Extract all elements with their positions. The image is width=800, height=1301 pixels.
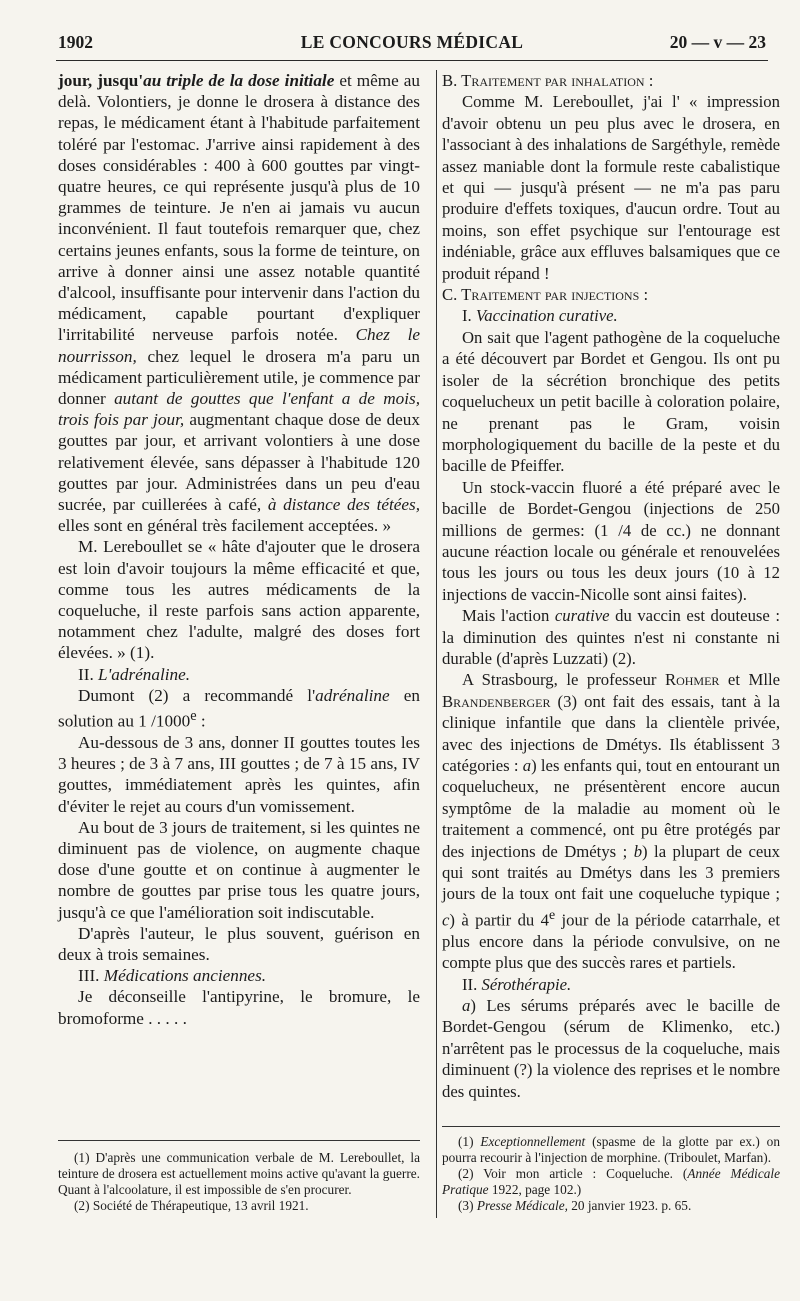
section-heading-old-medications: III. Médications anciennes. — [78, 966, 267, 986]
header-rule — [56, 60, 768, 61]
footnote-right-2: (2) Voir mon article : Coqueluche. (Année Médicale Pratique 1922, page 102.) — [442, 1166, 781, 1197]
paragraph-sargethyle: Comme M. Lereboullet, j'ai l' « impression d'avoir obtenu un peu plus avec le drosera, en l'associant à des inhalations de Sargéthyle, remède assez maniable dont la formule reste cabalistique et qui — jusqu'à présent — ne m'a pas paru produire d'effets toxiques, d'aucun ordre. Tout au moins, son effet psychique sur l'entourage est indéniable, grâce aux effluves balsamiques que ce produit répand ! — [442, 92, 780, 283]
right-footnotes — [442, 1134, 780, 1214]
paragraph-drosera-dosage: jour, jusqu'au triple de la dose initiale et même au delà. Volontiers, je donne le drosera à distance des repas, le médicament étant à l'habitude parfaitement toléré par l'estomac. J'arrive ainsi rapidement à des doses considérables : 400 à 600 gouttes par vingt-quatre heures, ce qui représente jusqu'à plus de 10 grammes de teinture. Je n'en ai jamais vu aucun inconvénient. Il faut toutefois remarquer que, chez certains jeunes enfants, sous la forme de teinture, on arrive à donner ainsi une assez notable quantité d'alcool, insuffisante pour intervenir dans l'action du médicament, capable pourtant d'expliquer l'irritabilité nerveuse parfois notée. Chez le nourrisson, chez lequel le drosera m'a paru un médicament particulièrement utile, je commence par donner autant de gouttes que l'enfant a de mois, trois fois par jour, augmentant chaque dose de deux gouttes par jour, et arrivant volontiers à une dose relativement élevée, sans dépasser à l'habitude 120 gouttes par jour. Administrées dans un peu d'eau sucrée, par cuillerées à café, à distance des tétées, elles sont en général très facilement acceptées. » — [58, 71, 421, 536]
right-column — [442, 70, 780, 1102]
left-footnote-rule — [58, 1140, 420, 1141]
paragraph-lereboullet: M. Lereboullet se « hâte d'ajouter que le drosera est loin d'avoir toujours la même efficacité et que, comme tous les autres médicaments de la coqueluche, il reste parfois sans action apparente, notamment chez l'adulte, malgré des doses fort élevées. » (1). — [58, 537, 420, 663]
right-footnote-rule — [442, 1126, 780, 1127]
footnote-right-1: (1) Exceptionnellement (spasme de la glotte par ex.) on pourra recourir à l'injection de morphine. (Triboulet, Marfan). — [442, 1134, 780, 1165]
paragraph-pathogen: On sait que l'agent pathogène de la coqueluche a été découvert par Bordet et Gengou. Ils ont pu isoler de la sécrétion bronchique des petits coquelucheux un petit bacille à coloration polaire, ne prenant pas le Gram, voisin morphologiquement du bacille de la peste et du bacille de Pfeiffer. — [442, 327, 780, 476]
journal-title: LE CONCOURS MÉDICAL — [300, 32, 524, 52]
paragraph-stock-vaccine: Un stock-vaccin fluoré a été préparé avec le bacille de Bordet-Gengou (injections de 250 millions de germes: (1 /4 de cc.) ne donnant aucune réaction locale ou générale et renouvelées tous les jours ou tous les deux jours (10 à 12 injections de vaccin-Nicolle sont ainsi faites). — [442, 477, 780, 604]
column-divider — [436, 70, 437, 1218]
paragraph-dumont: Dumont (2) a recommandé l'adrénaline en solution au 1 /1000e : — [58, 685, 420, 731]
issue-date: 20 — v — 23 — [669, 32, 766, 52]
page-header — [58, 32, 766, 56]
paragraph-serums: a) Les sérums préparés avec le bacille de Bordet-Gengou (sérum de Klimenko, etc.) n'arrêtent pas le processus de la coqueluche, mais diminuent (?) la violence des reprises et le nombre des quintes. — [442, 996, 780, 1101]
paragraph-strasbourg: A Strasbourg, le professeur Rohmer et Mlle Brandenberger (3) ont fait des essais, tant à la clinique infantile que dans la clientèle privée, avec des injections de Dmétys. Ils établissent 3 catégories : a) les enfants qui, tout en entourant un coquelucheux, ne présentèrent encore aucun symptôme de la maladie au moment où le traitement a commencé, ont pu être protégés par des injections de Dmétys ; b) la plupart de ceux qui sont traités au Dmétys dans les 3 premiers jours de la toux ont fait une coqueluche typique ; c) à partir du 4e jour de la période catarrhale, et plus encore dans la période convulsive, on ne compte plus que des succès rares et partiels. — [442, 670, 781, 973]
section-heading-serotherapy: II. Sérothérapie. — [462, 974, 572, 994]
footnote-1: (1) D'après une communication verbale de M. Lereboullet, la teinture de drosera est actuellement moins active qu'avant la guerre. Quant à l'alcoolature, il est impossible de s'en procurer. — [58, 1150, 420, 1197]
paragraph-advice: Je déconseille l'antipyrine, le bromure, le bromoforme . . . . . — [58, 987, 420, 1028]
section-heading-injections: C. Traitement par injections : — [442, 285, 649, 305]
section-heading-inhalation: B. Traitement par inhalation : — [442, 71, 654, 90]
paragraph-author-result: D'après l'auteur, le plus souvent, guérison en deux à trois semaines. — [58, 923, 420, 965]
left-column — [58, 70, 420, 1029]
footnote-2: (2) Société de Thérapeutique, 13 avril 1921. — [74, 1198, 309, 1213]
footnote-right-3: (3) Presse Médicale, 20 janvier 1923. p. 65. — [458, 1198, 692, 1213]
paragraph-dosage-by-age: Au-dessous de 3 ans, donner II gouttes toutes les 3 heures ; de 3 à 7 ans, III gouttes ; de 7 à 15 ans, IV gouttes, immédiatement après les quintes, afin d'éviter le rejet au cours d'un vomissement. — [58, 733, 420, 816]
page-number: 1902 — [58, 32, 93, 52]
paragraph-curative-action: Mais l'action curative du vaccin est douteuse : la diminution des quintes n'est ni constante ni durable (d'après Luzzati) (2). — [442, 606, 780, 668]
section-heading-adrenaline: II. L'adrénaline. — [78, 664, 191, 684]
paragraph-treatment-progress: Au bout de 3 jours de traitement, si les quintes ne diminuent pas de violence, on augmente chaque dose d'une goutte et on continue à augmenter le nombre de gouttes par prise tous les quatre jours, jusqu'à ce que l'amélioration soit indiscutable. — [58, 817, 420, 922]
left-footnotes — [58, 1150, 420, 1214]
section-heading-vaccination: I. Vaccination curative. — [462, 306, 618, 326]
